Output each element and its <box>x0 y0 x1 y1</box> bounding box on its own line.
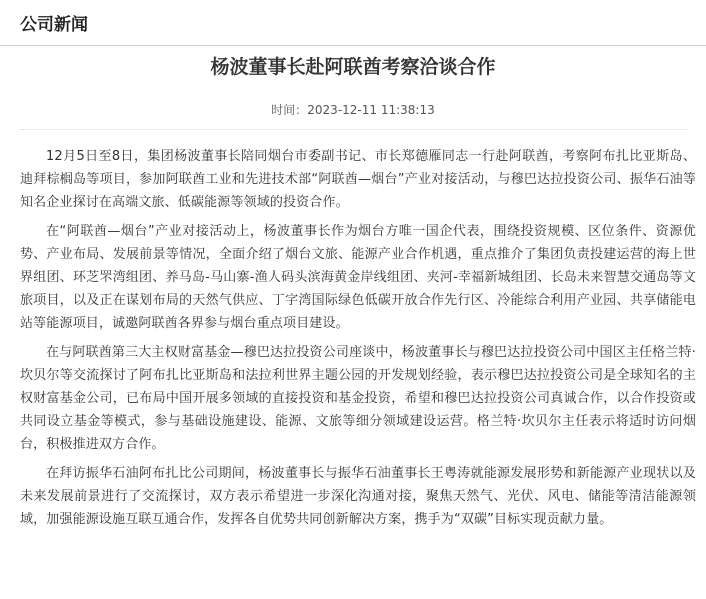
publish-time-value: 2023-12-11 11:38:13 <box>307 103 435 117</box>
publish-time <box>0 101 706 119</box>
article-paragraph: 在“阿联酋—烟台”产业对接活动上，杨波董事长作为烟台方唯一国企代表，围绕投资规模、区位条件、资源优势、产业布局、发展前景等情况，全面介绍了烟台文旅、能源产业合作机遇，重点推介了集团负责投建运营的海上世界组团、环芝罘湾组团、养马岛-马山寨-渔人码头滨海黄金岸线组团、夹河-幸福新城组团、长岛未来智慧交通岛等文旅项目，以及正在谋划布局的天然气供应、丁字湾国际绿色低碳开放合作先行区、冷能综合利用产业园、共享储能电站等能源项目，诚邀阿联酋各界参与烟台重点项目建设。 <box>20 224 696 331</box>
header-divider <box>0 45 706 46</box>
article-title: 杨波董事长赴阿联酋考察洽谈合作 <box>210 56 496 78</box>
section-title: 公司新闻 <box>20 15 88 35</box>
meta-divider <box>20 129 688 130</box>
publish-time-label: 时间： <box>271 103 308 117</box>
article-paragraph: 12月5日至8日，集团杨波董事长陪同烟台市委副书记、市长郑德雁同志一行赴阿联酋，考察阿布扎比亚斯岛、迪拜棕榈岛等项目，参加阿联酋工业和先进技术部“阿联酋—烟台”产业对接活动，与穆巴达拉投资公司、振华石油等知名企业探讨在高端文旅、低碳能源等领域的投资合作。 <box>20 149 696 210</box>
article-body <box>20 145 696 537</box>
article-paragraph: 在与阿联酋第三大主权财富基金—穆巴达拉投资公司座谈中，杨波董事长与穆巴达拉投资公司中国区主任格兰特·坎贝尔等交流探讨了阿布扎比亚斯岛和法拉利世界主题公园的开发规划经验，表示穆巴达拉投资公司是全球知名的主权财富基金公司，已布局中国开展多领域的直接投资和基金投资，希望和穆巴达拉投资公司真诚合作，以合作投资或共同设立基金等模式，参与基础设施建设、能源、文旅等细分领域建设运营。格兰特·坎贝尔主任表示将适时访问烟台，积极推进双方合作。 <box>20 345 696 452</box>
article-paragraph: 在拜访振华石油阿布扎比公司期间，杨波董事长与振华石油董事长王粤涛就能源发展形势和新能源产业现状以及未来发展前景进行了交流探讨，双方表示希望进一步深化沟通对接，聚焦天然气、光伏、风电、储能等清洁能源领域，加强能源设施互联互通合作，发挥各自优势共同创新解决方案，携手为“双碳”目标实现贡献力量。 <box>20 466 696 527</box>
